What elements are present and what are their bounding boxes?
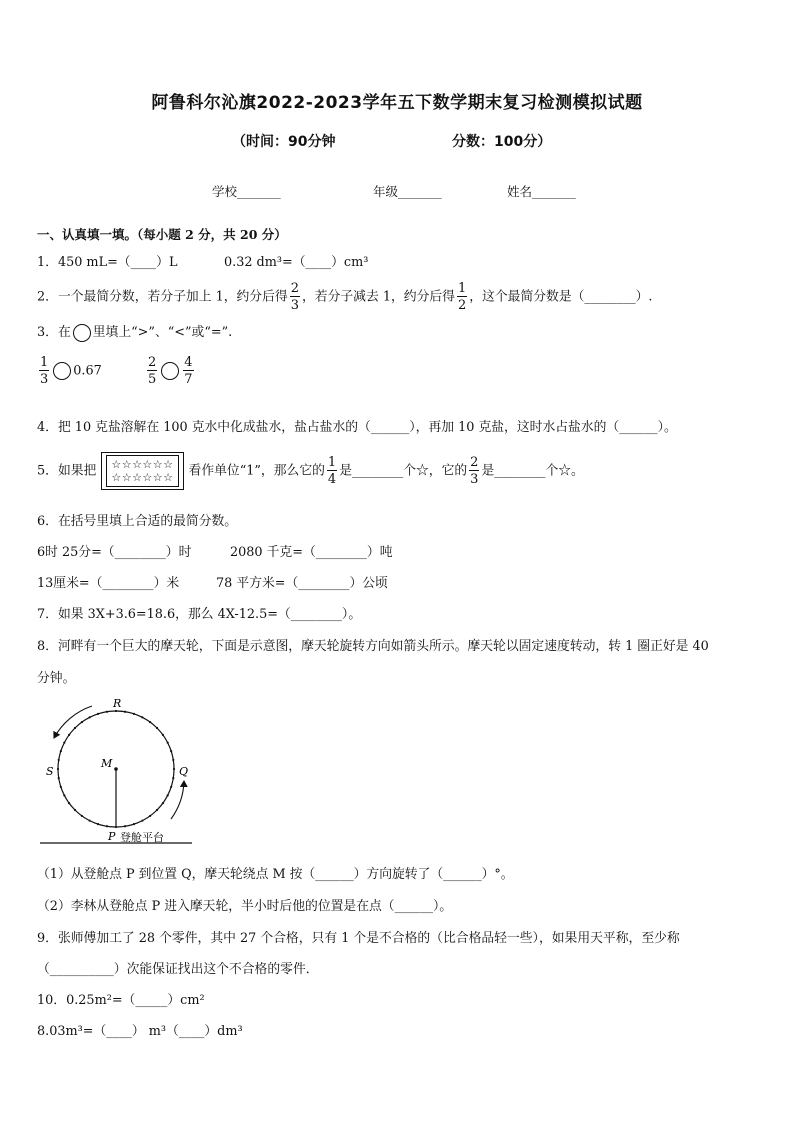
cabin-dot (97, 713, 99, 715)
rotation-arrow-right (171, 781, 184, 819)
cabin-dot (63, 742, 65, 744)
cabin-dot (156, 727, 158, 729)
question-2-text-1: 2．一个最简分数，若分子加上 1，约分后得 (37, 289, 288, 305)
fraction: $\frac{2}{3}$ (470, 455, 479, 487)
question-8-line-1: 8．河畔有一个巨大的摩天轮，下面是示意图，摩天轮旋转方向如箭头所示。摩天轮以固定速度转动，转 1 圈正好是 40 (37, 639, 709, 654)
question-8-sub-2: （2）李林从登舱点 P 进入摩天轮，半小时后他的位置是在点（______）。 (37, 899, 453, 914)
question-8-line-2: 分钟。 (37, 671, 76, 686)
section-heading: 一、认真填一填。（每小题 2 分，共 20 分） (37, 227, 287, 242)
question-9-line-2: （__________）次能保证找出这个不合格的零件． (37, 962, 319, 977)
question-5 (37, 452, 584, 490)
question-6: 6．在括号里填上合适的最简分数。 (37, 514, 238, 529)
page-title: 阿鲁科尔沁旗2022-2023学年五下数学期末复习检测模拟试题 (151, 93, 643, 113)
label-p: P (108, 830, 116, 843)
question-6-line-1b: 2080 千克=（________）吨 (230, 545, 393, 560)
label-r: R (113, 697, 122, 710)
cabin-dot (170, 786, 172, 788)
star-row: ☆☆☆☆☆☆ (111, 458, 174, 471)
school-field: 学校_______ (212, 184, 281, 199)
cabin-dot (57, 768, 59, 770)
question-3b (145, 356, 196, 386)
cabin-dot (167, 742, 169, 744)
question-3-text-2: 里填上“>”、“<”或“=”. (92, 325, 233, 340)
fraction: $\frac{2}{5}$ (148, 355, 157, 387)
question-3-text-1: 3．在 (37, 325, 71, 340)
fraction: $\frac{1}{3}$ (40, 355, 49, 387)
name-field: 姓名_______ (507, 184, 576, 199)
cabin-dot (68, 802, 70, 804)
label-platform: 登舱平台 (120, 831, 164, 844)
fraction: $\frac{1}{2}$ (457, 281, 467, 313)
cabin-dot (89, 716, 91, 718)
question-10-line-1: 10．0.25m²=（_____）cm² (37, 993, 205, 1008)
cabin-dot (149, 721, 151, 723)
exam-score: 分数：100分） (452, 134, 552, 150)
question-4: 4．把 10 克盐溶解在 100 克水中化成盐水，盐占盐水的（______），再加 10 克盐，这时水占盐水的（______）。 (37, 420, 677, 435)
circle-icon (161, 362, 179, 380)
cabin-dot (106, 711, 108, 713)
cabin-dot (81, 815, 83, 817)
cabin-dot (60, 750, 62, 752)
question-2 (37, 282, 652, 312)
cabin-dot (68, 734, 70, 736)
question-7: 7．如果 3X+3.6=18.6，那么 4X-12.5=（________）。 (37, 607, 362, 622)
decimal-value: 0.67 (73, 363, 102, 379)
cabin-dot (141, 820, 143, 822)
cabin-dot (97, 823, 99, 825)
ferris-wheel-diagram (30, 693, 210, 853)
cabin-dot (170, 750, 172, 752)
cabin-dot (167, 794, 169, 796)
cabin-dot (124, 711, 126, 713)
center-point (114, 767, 118, 771)
cabin-dot (172, 759, 174, 761)
question-2-text-3: ，这个最简分数是（________）. (469, 289, 653, 305)
fraction: $\frac{1}{4}$ (327, 455, 337, 487)
question-6-line-1a: 6时 25分=（________）时 (37, 545, 192, 560)
exam-time: （时间：90分钟 (232, 134, 336, 150)
question-5-text-1: 5．如果把 (37, 463, 97, 479)
label-s: S (46, 765, 54, 778)
cabin-dot (58, 759, 60, 761)
circle-icon (53, 362, 71, 380)
star-box (101, 452, 183, 490)
cabin-dot (58, 777, 60, 779)
fraction: $\frac{2}{3}$ (290, 281, 299, 313)
cabin-dot (149, 815, 151, 817)
question-5-text-4: 是________个☆。 (481, 463, 584, 479)
cabin-dot (60, 786, 62, 788)
question-6-line-2a: 13厘米=（________）米 (37, 576, 180, 591)
question-9-line-1: 9．张师傅加工了 28 个零件，其中 27 个合格，只有 1 个是不合格的（比合格品轻一些），如果用天平称，至少称 (37, 931, 680, 946)
cabin-dot (115, 710, 117, 712)
question-5-text-3: 是________个☆，它的 (339, 463, 468, 479)
fraction: $\frac{4}{7}$ (184, 355, 193, 387)
grade-field: 年级_______ (373, 184, 442, 199)
cabin-dot (162, 802, 164, 804)
cabin-dot (172, 777, 174, 779)
cabin-dot (74, 809, 76, 811)
cabin-dot (133, 713, 135, 715)
question-10-line-2: 8.03m³=（____） m³（____）dm³ (37, 1024, 243, 1039)
question-5-text-2: 看作单位“1”，那么它的 (188, 463, 325, 479)
cabin-dot (89, 820, 91, 822)
cabin-dot (162, 734, 164, 736)
cabin-dot (81, 721, 83, 723)
cabin-dot (124, 825, 126, 827)
question-2-text-2: ，若分子减去 1，约分后得 (301, 289, 455, 305)
circle-icon (73, 324, 91, 342)
label-q: Q (179, 765, 189, 778)
question-1b: 0.32 dm³=（____）cm³ (224, 255, 369, 270)
question-8-sub-1: （1）从登舱点 P 到位置 Q，摩天轮绕点 M 按（______）方向旋转了（______）°。 (37, 867, 514, 882)
question-6-line-2b: 78 平方米=（________）公顷 (216, 576, 388, 591)
cabin-dot (63, 794, 65, 796)
rotation-arrow-top (54, 706, 92, 738)
cabin-dot (173, 768, 175, 770)
question-1a: 1．450 mL=（____）L (37, 255, 178, 270)
star-row: ☆☆☆☆☆☆ (111, 471, 174, 484)
cabin-dot (106, 825, 108, 827)
question-3 (37, 321, 232, 342)
cabin-dot (156, 809, 158, 811)
label-m: M (101, 757, 113, 770)
cabin-dot (74, 727, 76, 729)
question-3a (37, 356, 102, 386)
cabin-dot (133, 823, 135, 825)
cabin-dot (141, 716, 143, 718)
